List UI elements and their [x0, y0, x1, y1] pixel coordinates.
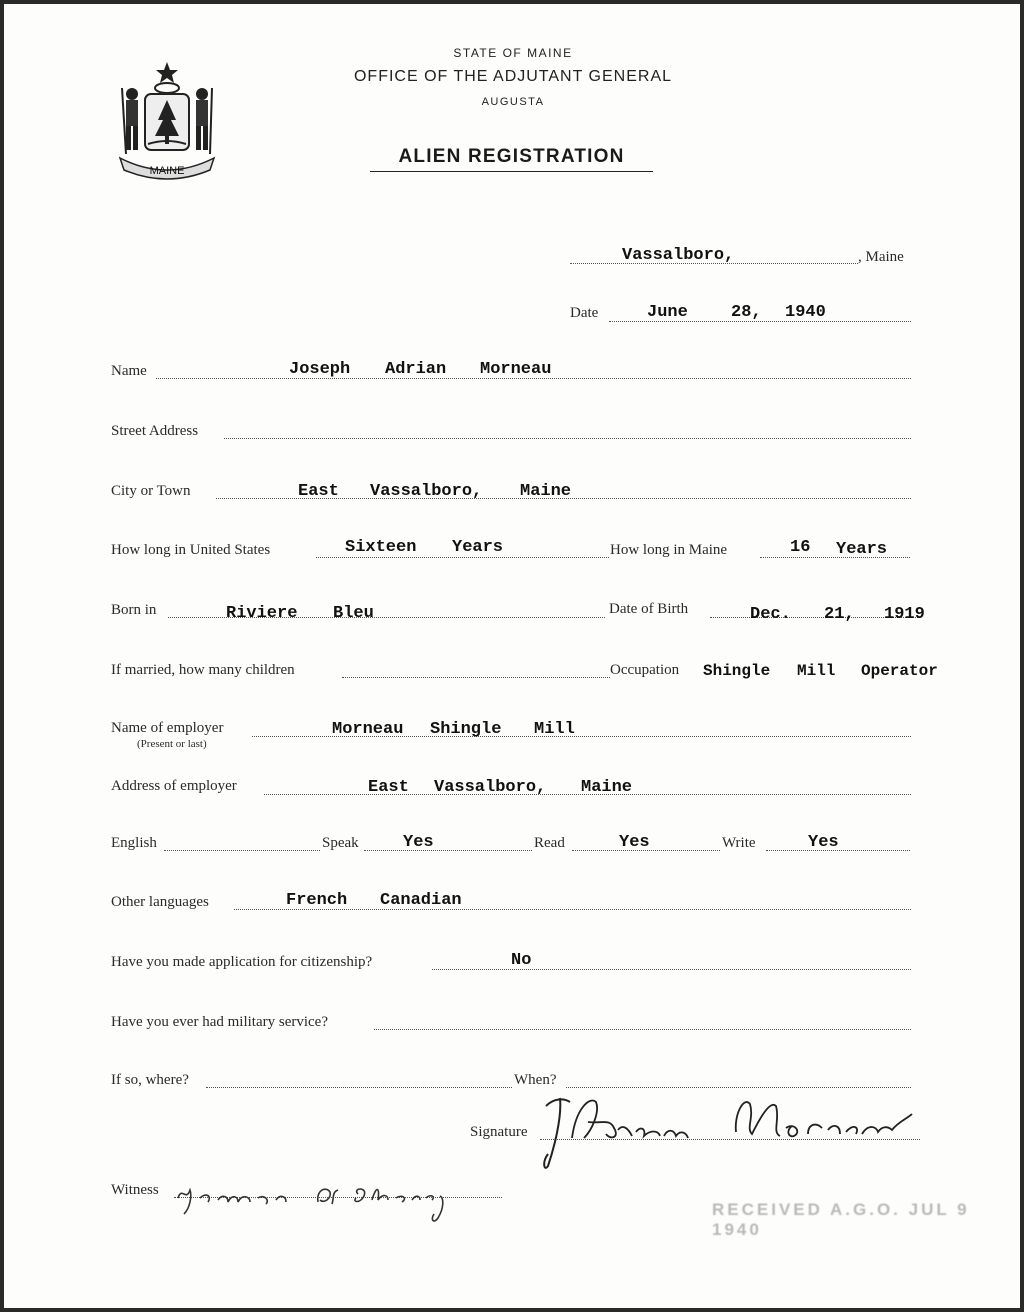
- signature-handwriting: [540, 1088, 920, 1178]
- dob-day: 21,: [824, 605, 855, 624]
- us-duration-label: How long in United States: [111, 542, 271, 558]
- place-suffix: , Maine: [858, 249, 904, 265]
- born-value-2: Bleu: [333, 604, 374, 623]
- employer-label: Name of employer: [111, 720, 224, 736]
- received-stamp: RECEIVED A.G.O. JUL 9 1940: [712, 1200, 970, 1239]
- street-line: [224, 438, 911, 439]
- letterhead-office: OFFICE OF THE ADJUTANT GENERAL: [353, 68, 673, 85]
- city-value-2: Vassalboro,: [370, 482, 483, 501]
- employer-value-2: Shingle: [430, 720, 502, 739]
- employer-value-3: Mill: [534, 720, 575, 739]
- name-first: Joseph: [289, 360, 351, 379]
- occupation-label: Occupation: [610, 662, 680, 678]
- employer-address-value-1: East: [368, 778, 409, 797]
- dob-label: Date of Birth: [609, 601, 689, 617]
- letterhead-city: AUGUSTA: [481, 96, 545, 108]
- when-label: When?: [514, 1072, 557, 1088]
- employer-address-value-2: Vassalboro,: [434, 778, 547, 797]
- read-value: Yes: [619, 833, 650, 852]
- us-duration-line: [316, 557, 609, 558]
- date-year: 1940: [785, 303, 826, 322]
- city-value-1: East: [298, 482, 339, 501]
- occupation-value-1: Shingle: [703, 662, 771, 680]
- born-value-1: Riviere: [226, 604, 298, 623]
- place-value: Vassalboro,: [622, 246, 735, 265]
- other-languages-value-1: French: [286, 891, 348, 910]
- maine-duration-value-1: 16: [790, 538, 811, 557]
- children-label: If married, how many children: [111, 662, 295, 678]
- citizenship-value: No: [511, 951, 532, 970]
- other-languages-value-2: Canadian: [380, 891, 462, 910]
- where-line: [206, 1087, 512, 1088]
- speak-line: [364, 850, 532, 851]
- maine-duration-line: [760, 557, 910, 558]
- english-line: [164, 850, 320, 851]
- occupation-value-2: Mill: [797, 662, 836, 680]
- write-label: Write: [722, 835, 756, 851]
- dob-year: 1919: [884, 605, 925, 624]
- employer-address-value-3: Maine: [581, 778, 633, 797]
- read-label: Read: [534, 835, 565, 851]
- seal-banner-text: MAINE: [149, 165, 185, 177]
- name-middle: Adrian: [385, 360, 447, 379]
- speak-label: Speak: [322, 835, 359, 851]
- city-value-3: Maine: [520, 482, 572, 501]
- letterhead-state: STATE OF MAINE: [453, 46, 573, 60]
- witness-handwriting: [172, 1168, 462, 1228]
- city-label: City or Town: [111, 483, 191, 499]
- maine-seal-icon: [112, 58, 222, 184]
- us-duration-value-1: Sixteen: [345, 538, 417, 557]
- name-label: Name: [111, 363, 147, 379]
- employer-sublabel: (Present or last): [137, 738, 207, 750]
- citizenship-label: Have you made application for citizenship?: [111, 954, 373, 970]
- english-label: English: [111, 835, 157, 851]
- date-label: Date: [570, 305, 599, 321]
- maine-duration-value-2: Years: [836, 540, 888, 559]
- form-title: ALIEN REGISTRATION: [370, 146, 653, 172]
- speak-value: Yes: [403, 833, 434, 852]
- date-day: 28,: [731, 303, 762, 322]
- employer-value-1: Morneau: [332, 720, 404, 739]
- employer-address-label: Address of employer: [111, 778, 237, 794]
- occupation-value-3: Operator: [861, 662, 938, 680]
- name-last: Morneau: [480, 360, 552, 379]
- signature-label: Signature: [470, 1124, 528, 1140]
- children-line: [342, 677, 610, 678]
- write-value: Yes: [808, 833, 839, 852]
- street-label: Street Address: [111, 423, 199, 439]
- witness-label: Witness: [111, 1182, 159, 1198]
- maine-duration-label: How long in Maine: [610, 542, 728, 558]
- military-label: Have you ever had military service?: [111, 1014, 328, 1030]
- other-languages-label: Other languages: [111, 894, 209, 910]
- where-label: If so, where?: [111, 1072, 189, 1088]
- citizenship-line: [432, 969, 911, 970]
- dob-month: Dec.: [750, 605, 791, 624]
- military-line: [374, 1029, 911, 1030]
- born-label: Born in: [111, 602, 157, 618]
- date-month: June: [647, 303, 688, 322]
- us-duration-value-2: Years: [452, 538, 504, 557]
